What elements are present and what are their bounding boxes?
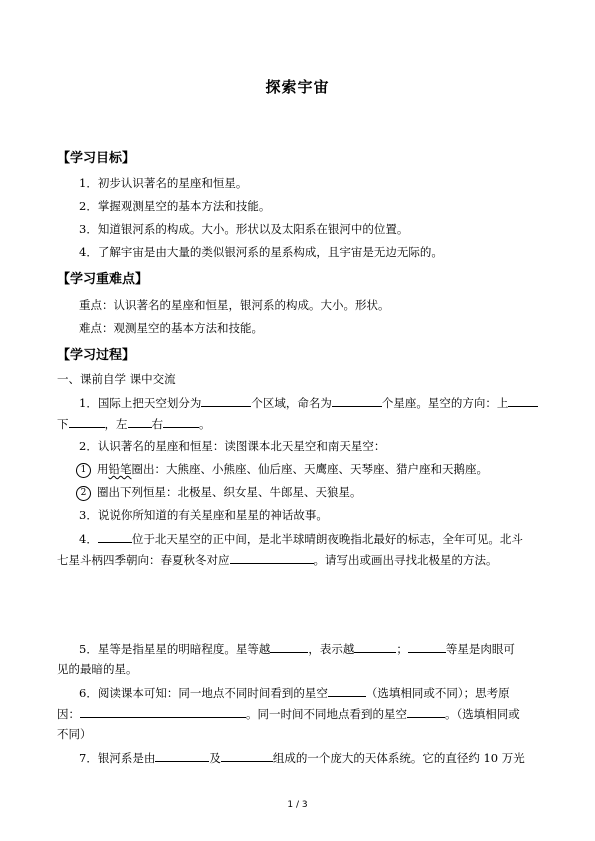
answer-blank[interactable] (221, 749, 273, 762)
circled-number: 2 (76, 486, 91, 501)
question-1-line-2: 下 ，左 右 。 (57, 417, 211, 431)
objective-item: 1．初步认识著名的星座和恒星。 (79, 176, 248, 190)
answer-blank[interactable] (201, 394, 251, 407)
question-6-line-3: 不同） (57, 727, 92, 741)
question-6-line-1: 6．阅读课本可知：同一地点不同时间看到的星空 （选填相同或不同）；思考原 (79, 686, 510, 700)
page-title: 探索宇宙 (265, 78, 330, 96)
section-heading-objectives: 【学习目标】 (57, 151, 136, 166)
answer-blank[interactable] (508, 394, 538, 407)
objective-item: 3．知道银河系的构成。大小。形状以及太阳系在银河中的位置。 (79, 222, 409, 236)
key-point-focus: 重点：认识著名的星座和恒星，银河系的构成。大小。形状。 (79, 298, 390, 312)
question-2: 2．认识著名的星座和恒星：读图课本北天星空和南天星空： (79, 439, 386, 453)
answer-blank[interactable] (408, 640, 446, 653)
question-2-sub-1: 1 用铅笔圈出：大熊座、小熊座、仙后座、天鹰座、天琴座、猎户座和天鹅座。 (76, 461, 488, 478)
question-7-line-1: 7．银河系是由 及 组成的一个庞大的天体系统。它的直径约 10 万光 (79, 751, 525, 765)
answer-blank[interactable] (270, 640, 308, 653)
answer-blank[interactable] (230, 551, 314, 564)
answer-blank[interactable] (163, 415, 199, 428)
answer-blank[interactable] (80, 705, 246, 718)
process-part-heading: 一、课前自学 课中交流 (57, 372, 176, 386)
question-4-line-1: 4． 位于北天星空的正中间，是北半球晴朗夜晚指北最好的标志，全年可见。北斗 (79, 532, 523, 546)
question-5-line-2: 见的最暗的星。 (57, 662, 138, 676)
answer-blank[interactable] (128, 415, 152, 428)
question-5-line-1: 5．星等是指星星的明暗程度。星等越 ，表示越 ； 等星是肉眼可 (79, 642, 515, 656)
section-heading-key-points: 【学习重难点】 (57, 272, 149, 287)
page-number: 1 / 3 (287, 800, 308, 810)
question-6-line-2: 因： 。同一时间不同地点看到的星空 。（选填相同或 (57, 707, 520, 721)
key-point-difficulty: 难点：观测星空的基本方法和技能。 (79, 321, 263, 335)
answer-blank[interactable] (155, 749, 209, 762)
objective-item: 4．了解宇宙是由大量的类似银河系的星系构成，且宇宙是无边无际的。 (79, 245, 443, 259)
question-1-line-1: 1．国际上把天空划分为 个区域，命名为 个星座。星空的方向：上 (79, 394, 538, 411)
circled-number: 1 (76, 463, 91, 478)
answer-blank[interactable] (98, 530, 132, 543)
section-heading-process: 【学习过程】 (57, 348, 136, 363)
question-2-sub-2: 2 圈出下列恒星：北极星、织女星、牛郎星、天狼星。 (76, 484, 362, 501)
objective-item: 2．掌握观测星空的基本方法和技能。 (79, 199, 271, 213)
answer-blank[interactable] (354, 640, 396, 653)
answer-blank[interactable] (332, 394, 382, 407)
answer-blank[interactable] (69, 415, 105, 428)
question-4-line-2: 七星斗柄四季朝向：春夏秋冬对应 。请写出或画出寻找北极星的方法。 (57, 553, 498, 567)
answer-blank[interactable] (407, 705, 445, 718)
answer-blank[interactable] (328, 684, 366, 697)
question-3: 3．说说你所知道的有关星座和星星的神话故事。 (79, 508, 328, 522)
